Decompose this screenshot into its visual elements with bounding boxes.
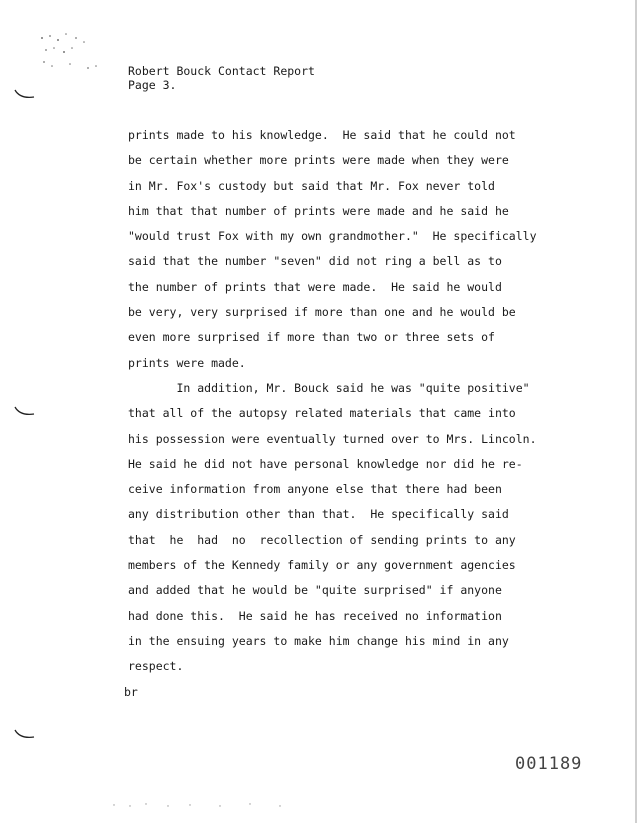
body-line: the number of prints that were made. He said he would [128, 279, 502, 294]
report-body [128, 126, 598, 683]
body-line: even more surprised if more than two or three sets of [128, 330, 495, 345]
body-line: In addition, Mr. Bouck said he was "quite positive" [128, 380, 530, 395]
body-line: any distribution other than that. He specifically said [128, 507, 509, 522]
body-line: ceive information from anyone else that there had been [128, 482, 502, 497]
page-number: Page 3. [128, 78, 177, 92]
body-line: that he had no recollection of sending prints to any [128, 532, 516, 547]
typist-initials: br [124, 685, 138, 699]
report-header [128, 64, 315, 92]
body-line: respect. [128, 659, 184, 674]
body-line: prints made to his knowledge. He said that he could not [128, 128, 516, 142]
body-line: that all of the autopsy related materials that came into [128, 406, 516, 421]
body-line: in Mr. Fox's custody but said that Mr. Fox never told [128, 178, 495, 193]
document-number-stamp: 001189 [515, 754, 583, 774]
body-line: had done this. He said he has received no information [128, 608, 502, 623]
body-line: members of the Kennedy family or any government agencies [128, 558, 516, 573]
punch-hole-mark-bottom [14, 728, 36, 740]
body-line: and added that he would be "quite surprised" if anyone [128, 583, 502, 598]
body-line: said that the number "seven" did not ring a bell as to [128, 254, 502, 269]
body-line: "would trust Fox with my own grandmother." He specifically [128, 229, 537, 244]
body-line: his possession were eventually turned over to Mrs. Lincoln. [128, 431, 537, 446]
body-line: prints were made. [128, 355, 246, 370]
scan-speckle-bottom [110, 800, 310, 810]
body-line: be certain whether more prints were made when they were [128, 153, 509, 168]
report-title: Robert Bouck Contact Report [128, 64, 315, 78]
body-line: be very, very surprised if more than one and he would be [128, 305, 516, 320]
body-line: in the ensuing years to make him change his mind in any [128, 633, 509, 648]
punch-hole-mark-middle [14, 405, 36, 417]
punch-hole-mark-top [14, 88, 36, 100]
scan-speckle [36, 28, 106, 78]
body-line: him that that number of prints were made and he said he [128, 203, 509, 218]
body-line: He said he did not have personal knowledge nor did he re- [128, 456, 523, 471]
